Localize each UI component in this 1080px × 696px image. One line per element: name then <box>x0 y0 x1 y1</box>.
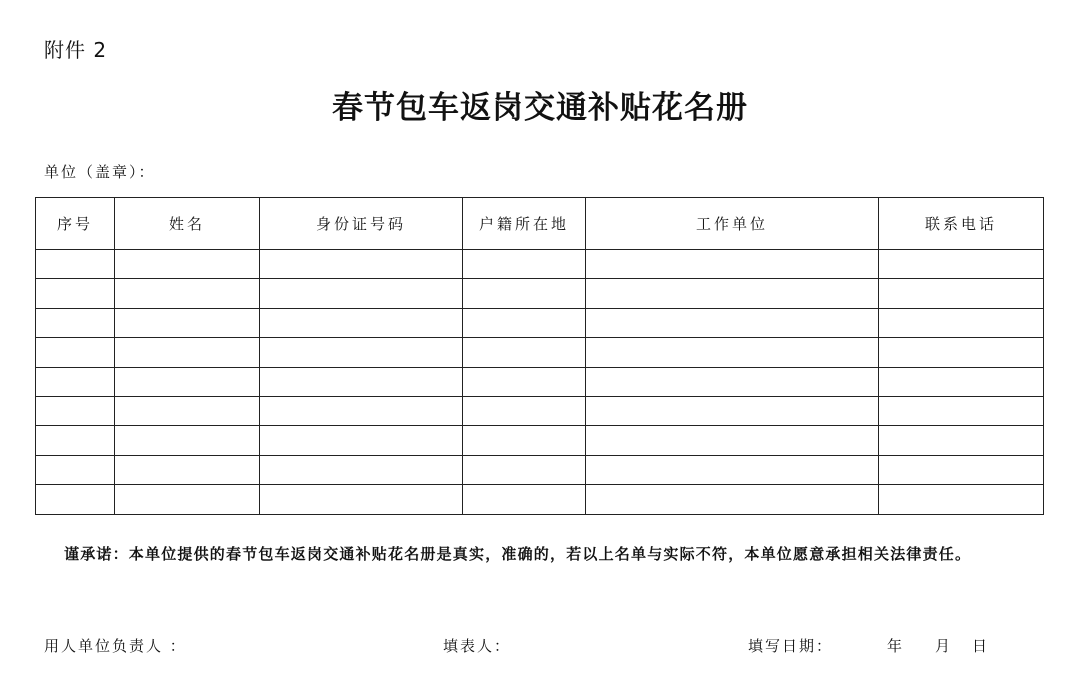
table-cell[interactable] <box>115 250 260 279</box>
table-cell[interactable] <box>586 367 879 396</box>
table-cell[interactable] <box>463 308 586 337</box>
pledge-statement: 谨承诺：本单位提供的春节包车返岗交通补贴花名册是真实，准确的，若以上名单与实际不符，本单位愿意承担相关法律责任。 <box>64 545 972 563</box>
table-row <box>36 396 1044 425</box>
table-cell[interactable] <box>36 279 115 308</box>
table-cell[interactable] <box>879 308 1044 337</box>
attachment-label: 附件 2 <box>44 38 108 62</box>
header-id-number: 身份证号码 <box>260 198 463 250</box>
table-cell[interactable] <box>115 485 260 514</box>
header-phone: 联系电话 <box>879 198 1044 250</box>
header-household-registration: 户籍所在地 <box>463 198 586 250</box>
table-cell[interactable] <box>879 455 1044 484</box>
responsible-person-label: 用人单位负责人 ： <box>44 637 187 655</box>
table-cell[interactable] <box>260 396 463 425</box>
table-cell[interactable] <box>879 485 1044 514</box>
table-cell[interactable] <box>260 308 463 337</box>
table-cell[interactable] <box>463 338 586 367</box>
table-cell[interactable] <box>586 338 879 367</box>
table-cell[interactable] <box>260 279 463 308</box>
table-row <box>36 250 1044 279</box>
date-year-label: 年 <box>887 637 903 655</box>
table-cell[interactable] <box>36 426 115 455</box>
table-cell[interactable] <box>260 338 463 367</box>
table-cell[interactable] <box>586 308 879 337</box>
table-cell[interactable] <box>115 426 260 455</box>
table-cell[interactable] <box>586 250 879 279</box>
table-row <box>36 485 1044 514</box>
table-cell[interactable] <box>260 426 463 455</box>
unit-seal-label: 单位（盖章）： <box>44 163 156 181</box>
table-cell[interactable] <box>36 250 115 279</box>
fill-date-label: 填写日期： <box>748 637 834 655</box>
header-name: 姓名 <box>115 198 260 250</box>
table-cell[interactable] <box>463 455 586 484</box>
table-row <box>36 338 1044 367</box>
table-cell[interactable] <box>36 485 115 514</box>
table-cell[interactable] <box>586 455 879 484</box>
table-cell[interactable] <box>586 396 879 425</box>
table-cell[interactable] <box>115 367 260 396</box>
table-cell[interactable] <box>463 485 586 514</box>
table-cell[interactable] <box>260 367 463 396</box>
table-cell[interactable] <box>879 367 1044 396</box>
table-row <box>36 367 1044 396</box>
table-cell[interactable] <box>463 279 586 308</box>
table-cell[interactable] <box>36 396 115 425</box>
table-cell[interactable] <box>36 367 115 396</box>
table-cell[interactable] <box>879 250 1044 279</box>
table-cell[interactable] <box>260 485 463 514</box>
table-cell[interactable] <box>463 426 586 455</box>
date-day-label: 日 <box>972 637 988 655</box>
table-cell[interactable] <box>463 250 586 279</box>
header-work-unit: 工作单位 <box>586 198 879 250</box>
table-cell[interactable] <box>586 279 879 308</box>
header-serial-number: 序号 <box>36 198 115 250</box>
table-cell[interactable] <box>879 426 1044 455</box>
table-cell[interactable] <box>260 455 463 484</box>
table-header-row <box>36 198 1044 250</box>
table-cell[interactable] <box>879 396 1044 425</box>
document-title: 春节包车返岗交通补贴花名册 <box>332 90 748 126</box>
table-cell[interactable] <box>115 308 260 337</box>
table-cell[interactable] <box>115 455 260 484</box>
table-cell[interactable] <box>586 485 879 514</box>
table-cell[interactable] <box>586 426 879 455</box>
table-cell[interactable] <box>115 338 260 367</box>
table-body <box>36 250 1044 515</box>
table-cell[interactable] <box>115 396 260 425</box>
table-cell[interactable] <box>260 250 463 279</box>
form-filler-label: 填表人： <box>443 637 512 655</box>
table-cell[interactable] <box>115 279 260 308</box>
table-cell[interactable] <box>463 396 586 425</box>
table-row <box>36 279 1044 308</box>
table-cell[interactable] <box>879 279 1044 308</box>
date-month-label: 月 <box>935 637 951 655</box>
table-cell[interactable] <box>463 367 586 396</box>
table-row <box>36 308 1044 337</box>
table-row <box>36 426 1044 455</box>
roster-table <box>35 197 1044 515</box>
table-cell[interactable] <box>36 308 115 337</box>
table-cell[interactable] <box>36 455 115 484</box>
table-cell[interactable] <box>36 338 115 367</box>
table-row <box>36 455 1044 484</box>
table-cell[interactable] <box>879 338 1044 367</box>
